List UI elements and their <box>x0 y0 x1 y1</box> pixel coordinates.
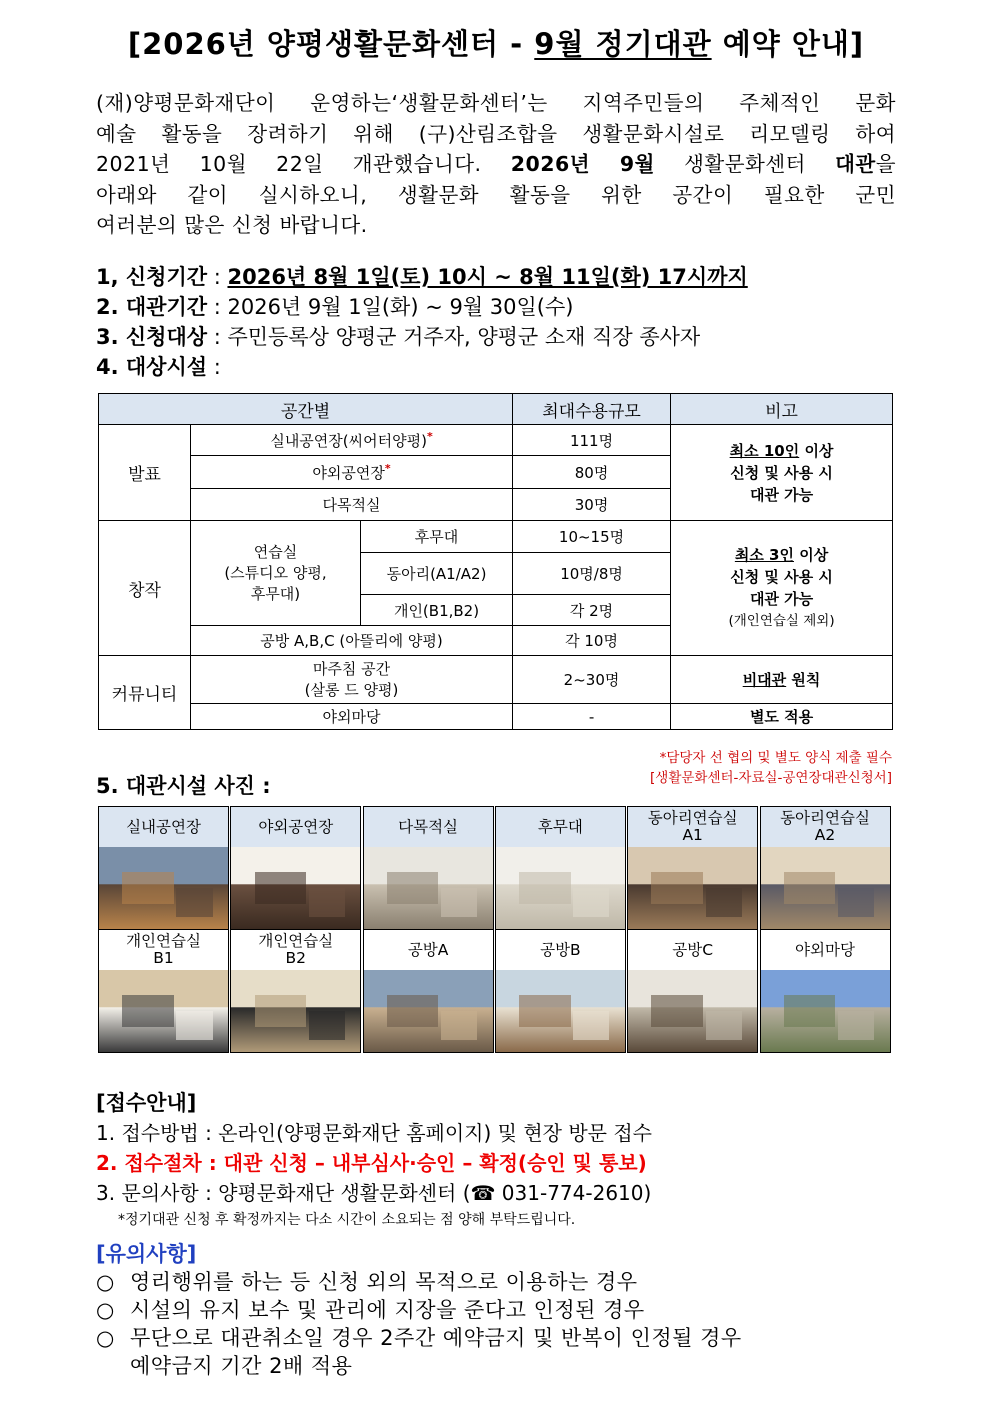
photo-label: 공방C <box>628 930 757 970</box>
photo-label: 후무대 <box>496 807 625 847</box>
facility-photo <box>761 847 890 929</box>
capacity-cell: 80명 <box>513 456 671 489</box>
note-text: 신청 및 사용 시 <box>730 463 833 482</box>
intro-text: 2021년 10월 22일 개관했습니다. <box>96 152 511 176</box>
caution-text: 영리행위를 하는 등 신청 외의 목적으로 이용하는 경우 <box>130 1270 638 1294</box>
space-sub: 후무대) <box>250 584 301 603</box>
facility-photo <box>231 970 360 1052</box>
header-space: 공간별 <box>99 394 513 425</box>
caution-section <box>96 1240 742 1380</box>
space-cell: 야외마당 <box>191 704 513 730</box>
space-cell <box>191 456 513 489</box>
note-text: 대관 가능 <box>749 590 814 608</box>
intro-line-3 <box>96 149 896 180</box>
photo-label: 공방B <box>496 930 625 970</box>
required-star: * <box>384 461 391 475</box>
space-cell: 동아리(A1/A2) <box>361 553 513 595</box>
intro-emphasis: 대관 <box>835 152 876 176</box>
category-community: 커뮤니티 <box>99 656 191 730</box>
photo-label: 공방A <box>364 930 493 970</box>
category-create: 창작 <box>99 521 191 656</box>
space-cell: 개인(B1,B2) <box>361 595 513 626</box>
page-title <box>0 22 992 63</box>
facility-photo <box>628 847 757 929</box>
space-cell <box>191 425 513 456</box>
facility-photo <box>496 847 625 929</box>
capacity-cell: 각 10명 <box>513 626 671 656</box>
space-name: 마주침 공간 <box>312 659 391 678</box>
intro-emphasis: 2026년 9월 <box>510 152 655 176</box>
photo-label: 동아리연습실 A1 <box>628 807 757 847</box>
title-prefix: [2026년 양평생활문화센터 - <box>127 27 535 61</box>
separator: : <box>207 355 221 379</box>
required-star: * <box>426 429 433 443</box>
note-text: 이상 <box>799 441 834 460</box>
item-label: 4. 대상시설 <box>96 355 208 379</box>
photo-card <box>230 806 361 930</box>
facility-table <box>98 393 893 730</box>
capacity-cell: 30명 <box>513 489 671 521</box>
note-text: 대관 가능 <box>749 485 814 504</box>
info-items <box>96 262 748 382</box>
facility-photo <box>99 847 228 929</box>
item-label: 3. 신청대상 <box>96 325 208 349</box>
reception-procedure: 2. 접수절차 : 대관 신청 – 내부심사·승인 – 확정(승인 및 통보) <box>96 1151 647 1175</box>
reception-contact <box>96 1178 652 1208</box>
table-row <box>99 704 893 730</box>
reception-info <box>96 1088 652 1232</box>
photo-label: 야외마당 <box>761 930 890 970</box>
practice-room-cell <box>191 521 361 626</box>
facility-photo <box>761 970 890 1052</box>
space-name: 야외공연장 <box>312 463 385 482</box>
note-create <box>671 521 893 656</box>
space-cell: 다목적실 <box>191 489 513 521</box>
photo-card <box>627 806 758 930</box>
table-footnote <box>650 748 892 788</box>
bullet-circle-icon: ○ <box>96 1270 115 1294</box>
space-sub: (살롱 드 양평) <box>304 680 399 699</box>
contact-text: 3. 문의사항 : 양평문화재단 생활문화센터 ( <box>96 1181 471 1205</box>
item-apply-period <box>96 262 748 292</box>
intro-line-2: 예술 활동을 장려하기 위해 (구)산림조합을 생활문화시설로 리모델링 하여 <box>96 121 896 146</box>
capacity-cell: 각 2명 <box>513 595 671 626</box>
facility-photo <box>99 970 228 1052</box>
intro-line-5: 여러분의 많은 신청 바랍니다. <box>96 213 368 237</box>
capacity-cell: 111명 <box>513 425 671 456</box>
capacity-cell: 2~30명 <box>513 656 671 704</box>
caution-item <box>96 1296 742 1324</box>
bullet-circle-icon: ○ <box>96 1298 115 1322</box>
photo-card <box>495 929 626 1053</box>
note-text: 이상 <box>794 546 829 564</box>
category-present: 발표 <box>99 425 191 521</box>
indent-spacer <box>96 1352 130 1380</box>
caution-item <box>96 1324 742 1352</box>
facility-photo <box>496 970 625 1052</box>
photo-label: 동아리연습실 A2 <box>761 807 890 847</box>
capacity-cell: - <box>513 704 671 730</box>
header-capacity: 최대수용규모 <box>513 394 671 425</box>
facility-photo <box>628 970 757 1052</box>
note-text: 원칙 <box>786 670 821 689</box>
item-value: 주민등록상 양평군 거주자, 양평군 소재 직장 종사자 <box>227 325 701 349</box>
intro-text: 생활문화센터 <box>654 152 836 176</box>
note-community <box>671 656 893 704</box>
photo-label: 다목적실 <box>364 807 493 847</box>
space-name: 실내공연장(씨어터양평) <box>270 431 427 450</box>
photo-card <box>363 806 494 930</box>
reception-heading: [접수안내] <box>96 1091 197 1115</box>
space-cell: 후무대 <box>361 521 513 553</box>
phone-icon: ☎ <box>470 1181 496 1205</box>
space-cell: 공방 A,B,C (아뜰리에 양평) <box>191 626 513 656</box>
photo-card <box>98 806 229 930</box>
footnote-line-1: *담당자 선 협의 및 별도 양식 제출 필수 <box>659 750 892 766</box>
caution-item <box>96 1268 742 1296</box>
intro-line-1: (재)양평문화재단이 운영하는‘생활문화센터’는 지역주민들의 주체적인 문화 <box>96 91 896 115</box>
photo-label: 야외공연장 <box>231 807 360 847</box>
intro-paragraph <box>96 88 896 241</box>
section-photos-title: 5. 대관시설 사진 : <box>96 774 271 798</box>
photo-card <box>495 806 626 930</box>
photo-card <box>760 929 891 1053</box>
contact-phone: 031-774-2610) <box>495 1181 652 1205</box>
facility-photo <box>364 970 493 1052</box>
note-text: (개인연습실 제외) <box>728 613 835 629</box>
item-facilities <box>96 352 748 382</box>
space-cell <box>191 656 513 704</box>
header-note: 비고 <box>671 394 893 425</box>
caution-item-continued <box>96 1352 742 1380</box>
separator: : <box>207 295 228 319</box>
separator: : <box>207 325 228 349</box>
facility-photo <box>364 847 493 929</box>
table-row <box>99 521 893 553</box>
separator: : <box>207 265 228 289</box>
photo-card <box>363 929 494 1053</box>
photo-card <box>230 929 361 1053</box>
intro-text: 을 <box>875 152 897 176</box>
item-value: 2026년 8월 1일(토) 10시 ~ 8월 11일(화) 17시까지 <box>227 265 748 289</box>
photo-label: 실내공연장 <box>99 807 228 847</box>
note-emph: 최소 10인 <box>729 441 800 460</box>
table-header-row <box>99 394 893 425</box>
note-emph: 최소 3인 <box>734 546 794 564</box>
item-eligibility <box>96 322 748 352</box>
title-suffix: 예약 안내] <box>711 27 865 61</box>
caution-text: 무단으로 대관취소일 경우 2주간 예약금지 및 반복이 인정될 경우 <box>130 1326 742 1350</box>
caution-text: 예약금지 기간 2배 적용 <box>130 1354 353 1378</box>
note-emph: 비대관 <box>742 670 787 689</box>
caution-text: 시설의 유지 보수 및 관리에 지장을 준다고 인정된 경우 <box>130 1298 645 1322</box>
photo-card <box>760 806 891 930</box>
capacity-cell: 10명/8명 <box>513 553 671 595</box>
reception-note: *정기대관 신청 후 확정까지는 다소 시간이 소요되는 점 양해 부탁드립니다. <box>118 1212 576 1228</box>
reception-method: 1. 접수방법 : 온라인(양평문화재단 홈페이지) 및 현장 방문 접수 <box>96 1121 652 1145</box>
table-row <box>99 656 893 704</box>
note-text: 신청 및 사용 시 <box>730 568 833 586</box>
intro-line-4: 아래와 같이 실시하오니, 생활문화 활동을 위한 공간이 필요한 군민 <box>96 182 896 207</box>
note-present <box>671 425 893 521</box>
title-underlined: 9월 정기대관 <box>534 27 712 61</box>
caution-heading: [유의사항] <box>96 1242 197 1266</box>
footnote-line-2: [생활문화센터-자료실-공연장대관신청서] <box>650 770 892 786</box>
item-label: 1, 신청기간 <box>96 265 208 289</box>
space-sub: (스튜디오 양평, <box>224 563 327 582</box>
item-label: 2. 대관기간 <box>96 295 208 319</box>
photo-label: 개인연습실 B2 <box>231 930 360 970</box>
photo-label: 개인연습실 B1 <box>99 930 228 970</box>
item-value: 2026년 9월 1일(화) ~ 9월 30일(수) <box>227 295 574 319</box>
capacity-cell: 10~15명 <box>513 521 671 553</box>
space-name: 연습실 <box>253 542 298 561</box>
item-rental-period <box>96 292 748 322</box>
table-row <box>99 425 893 456</box>
photo-card <box>627 929 758 1053</box>
facility-photo <box>231 847 360 929</box>
note-yard: 별도 적용 <box>671 704 893 730</box>
bullet-circle-icon: ○ <box>96 1326 115 1350</box>
photo-card <box>98 929 229 1053</box>
